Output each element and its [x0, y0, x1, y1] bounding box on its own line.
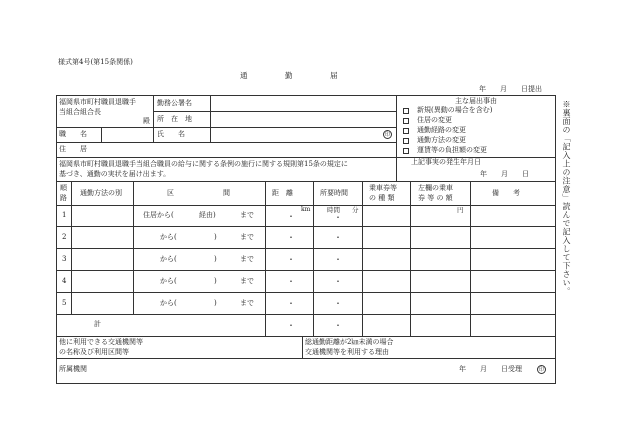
agency-label: 所属機関 [59, 365, 87, 373]
section-close: ) [214, 299, 217, 307]
section-to: まで [240, 299, 254, 307]
other-transport-line1: 他に利用できる交通機関等 [59, 338, 143, 346]
org-name-line1: 福岡県市町村職員退職手 [59, 98, 136, 106]
time-separator: ・ [334, 213, 342, 222]
reason-checkbox[interactable] [403, 128, 409, 134]
decimal-point: ・ [287, 277, 295, 286]
header-remarks: 備 考 [492, 189, 520, 197]
statement-line2: 基づき、通勤の実状を届け出ます。 [59, 170, 171, 178]
submission-date[interactable]: 年 月 日提出 [479, 85, 542, 93]
section-to: まで [240, 255, 254, 263]
total-label: 計 [94, 320, 101, 328]
section-via: 経由) [199, 211, 216, 219]
section-from: から( [160, 299, 177, 307]
decimal-point: ・ [287, 255, 295, 264]
unit-km: km [301, 206, 311, 213]
reason-label: 住居の変更 [417, 116, 452, 124]
occurrence-label: 上記事実の発生年月日 [411, 158, 481, 166]
location-label: 所 在 地 [157, 115, 192, 123]
section-close: ) [214, 255, 217, 263]
reason-label: 通勤経路の変更 [417, 126, 466, 134]
reason-label: 新規(異動の場合を含む) [417, 106, 493, 114]
reason-checkbox[interactable] [403, 118, 409, 124]
reason-checkbox[interactable] [403, 148, 409, 154]
section-to: まで [240, 277, 254, 285]
header-section: 区 間 [167, 189, 230, 197]
section-from: から( [160, 233, 177, 241]
row-number: 5 [62, 299, 67, 307]
office-label: 勤務公署名 [157, 99, 192, 107]
name-label: 氏 名 [157, 130, 185, 138]
received-date[interactable]: 年 月 日受理 [459, 365, 522, 373]
honorific: 殿 [143, 117, 150, 125]
row-number: 2 [62, 233, 67, 241]
time-separator: ・ [334, 321, 342, 330]
section-from: から( [160, 277, 177, 285]
form-title: 通 勤 届 [240, 71, 338, 80]
reason-label: 運賃等の負担額の変更 [417, 146, 487, 154]
received-seal: 印 [538, 367, 544, 373]
header-fare: 券 等 の 額 [418, 194, 453, 202]
row-number: 3 [62, 255, 67, 263]
statement-line1: 福岡県市町村職員退職手当組合職員の給与に関する条例の施行に関する規則第15条の規定に [59, 160, 348, 168]
job-title-label: 職 名 [59, 130, 87, 138]
address-label: 住 居 [59, 145, 87, 153]
decimal-point: ・ [287, 233, 295, 242]
time-separator: ・ [334, 277, 342, 286]
applicant-seal: 印 [384, 132, 390, 138]
occurrence-date[interactable]: 年 月 日 [480, 170, 529, 178]
header-ticket: 乗車券等 [369, 184, 397, 192]
other-transport-line2: の名称及び利用区間等 [59, 348, 129, 356]
unit-hours: 時間 [327, 206, 340, 214]
section-to: まで [240, 233, 254, 241]
time-separator: ・ [334, 299, 342, 308]
section-from: から( [160, 255, 177, 263]
section-from: 住居から( [143, 211, 174, 219]
header-route-no: 順 [60, 184, 67, 192]
unit-minutes: 分 [352, 206, 359, 214]
section-to: まで [240, 211, 254, 219]
org-name-line2: 当組合組合長 [59, 108, 101, 116]
reason-label: 通勤方法の変更 [417, 136, 466, 144]
section-close: ) [214, 277, 217, 285]
time-separator: ・ [334, 233, 342, 242]
header-distance: 距 離 [272, 189, 293, 197]
section-close: ) [214, 233, 217, 241]
row-number: 1 [62, 211, 67, 219]
reason-checkbox[interactable] [403, 138, 409, 144]
row-number: 4 [62, 277, 67, 285]
reasons-heading: 主な届出事由 [455, 97, 497, 105]
decimal-point: ・ [287, 212, 295, 221]
header-fare: 左欄の乗車 [418, 184, 453, 192]
reason-checkbox[interactable] [403, 108, 409, 114]
decimal-point: ・ [287, 321, 295, 330]
decimal-point: ・ [287, 299, 295, 308]
header-method: 通勤方法の別 [80, 189, 122, 197]
short-distance-line1: 総通勤距離が2㎞未満の場合 [305, 338, 394, 346]
header-ticket: の 種 類 [369, 194, 395, 202]
time-separator: ・ [334, 255, 342, 264]
short-distance-line2: 交通機関等を利用する理由 [305, 348, 389, 356]
form-number: 様式第4号(第15条関係) [58, 58, 133, 66]
header-route-no: 路 [60, 194, 67, 202]
side-note: ※裏面の「記入上の注意」読んで記入して下さい。 [562, 100, 571, 296]
header-time: 所要時間 [320, 189, 348, 197]
unit-yen: 円 [457, 206, 464, 214]
